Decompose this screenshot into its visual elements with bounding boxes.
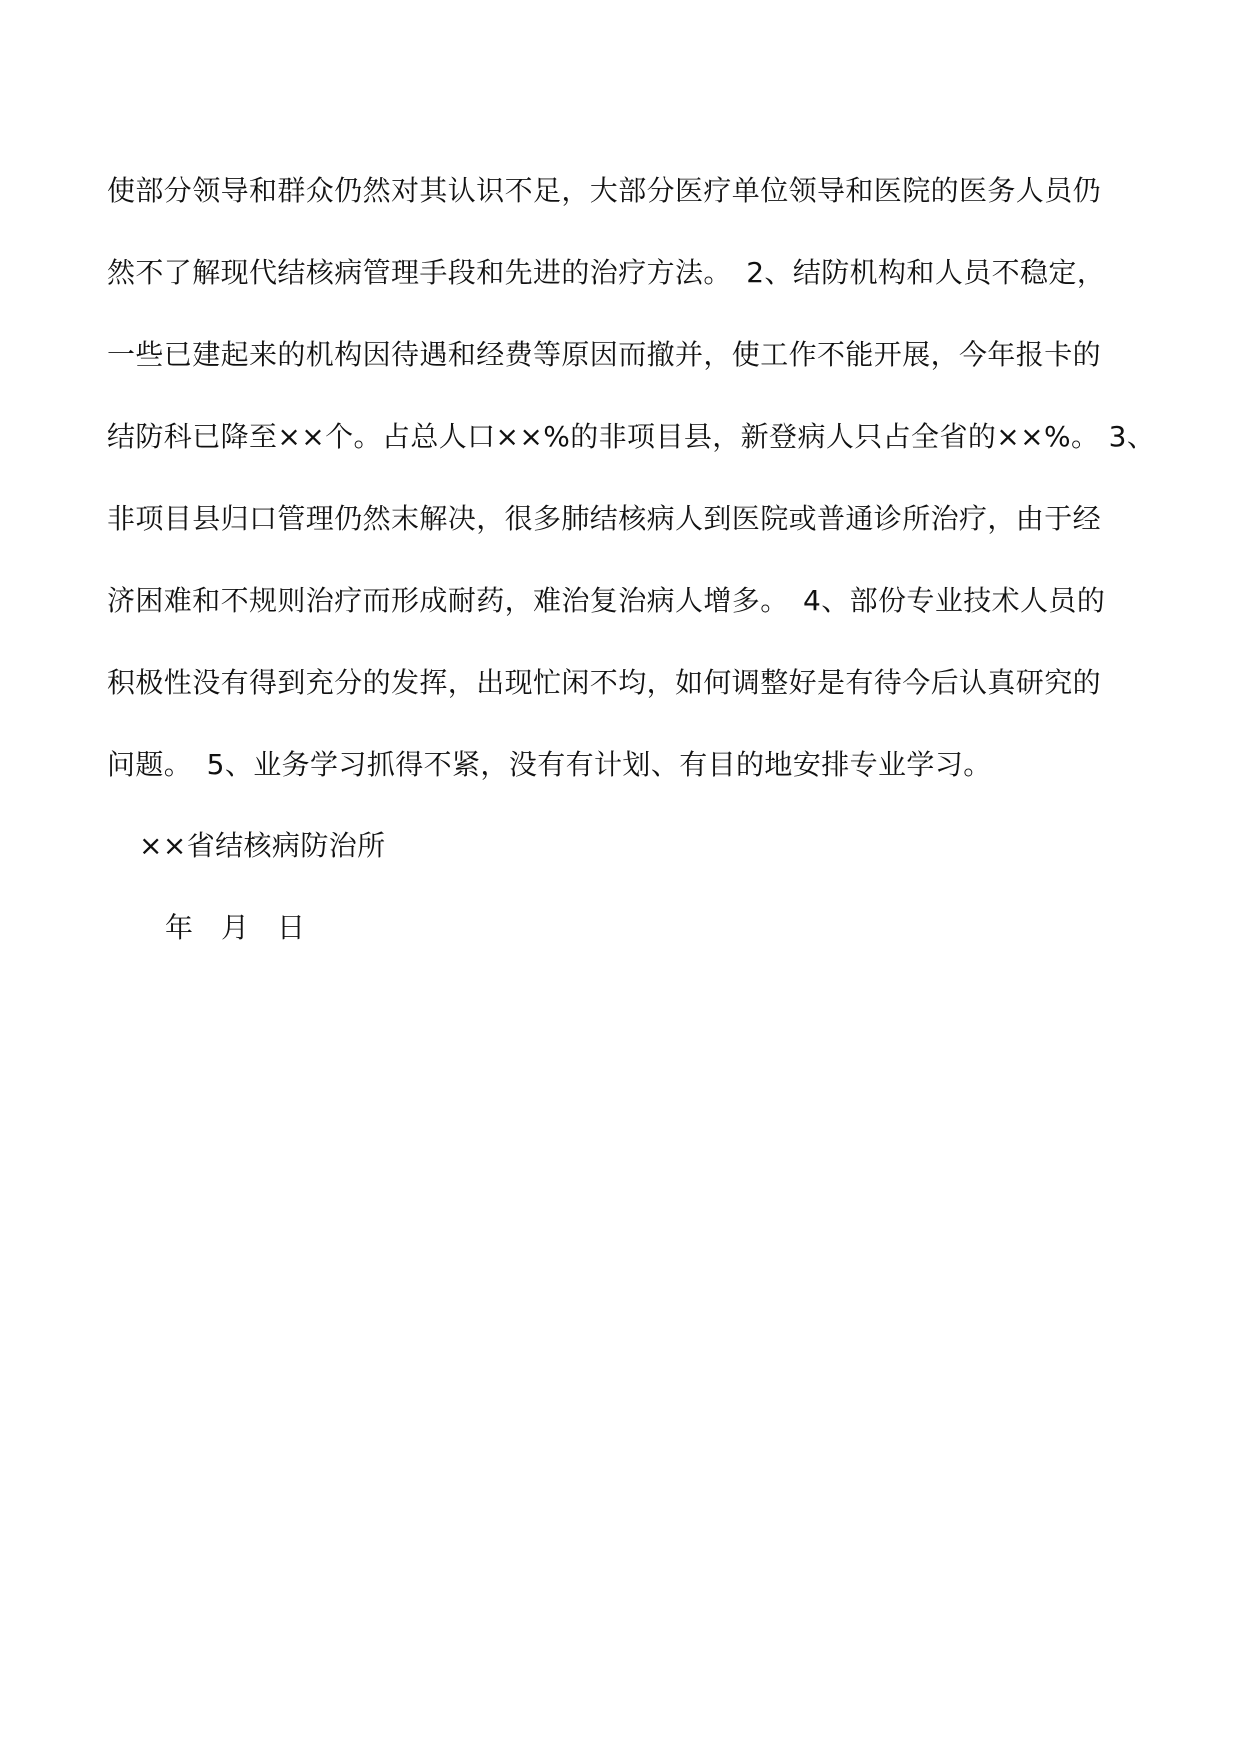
body-text-line: 济困难和不规则治疗而形成耐药，难治复治病人增多。 4、部份专业技术人员的	[107, 584, 1106, 617]
body-text-line: 一些已建起来的机构因待遇和经费等原因而撤并，使工作不能开展，今年报卡的	[107, 338, 1102, 371]
body-text-line: 问题。 5、业务学习抓得不紧，没有有计划、有目的地安排专业学习。	[107, 748, 992, 781]
issuing-organization: ××省结核病防治所	[139, 829, 386, 862]
body-text-line: 使部分领导和群众仍然对其认识不足，大部分医疗单位领导和医院的医务人员仍	[107, 174, 1102, 207]
date-line: 年 月 日	[165, 911, 306, 944]
body-text-line: 非项目县归口管理仍然末解决，很多肺结核病人到医院或普通诊所治疗，由于经	[107, 502, 1102, 535]
body-text-line: 结防科已降至××个。占总人口××%的非项目县，新登病人只占全省的××%。 3、	[107, 420, 1156, 453]
body-text-line: 然不了解现代结核病管理手段和先进的治疗方法。 2、结防机构和人员不稳定，	[107, 256, 1106, 289]
body-text-line: 积极性没有得到充分的发挥，出现忙闲不均，如何调整好是有待今后认真研究的	[107, 666, 1102, 699]
